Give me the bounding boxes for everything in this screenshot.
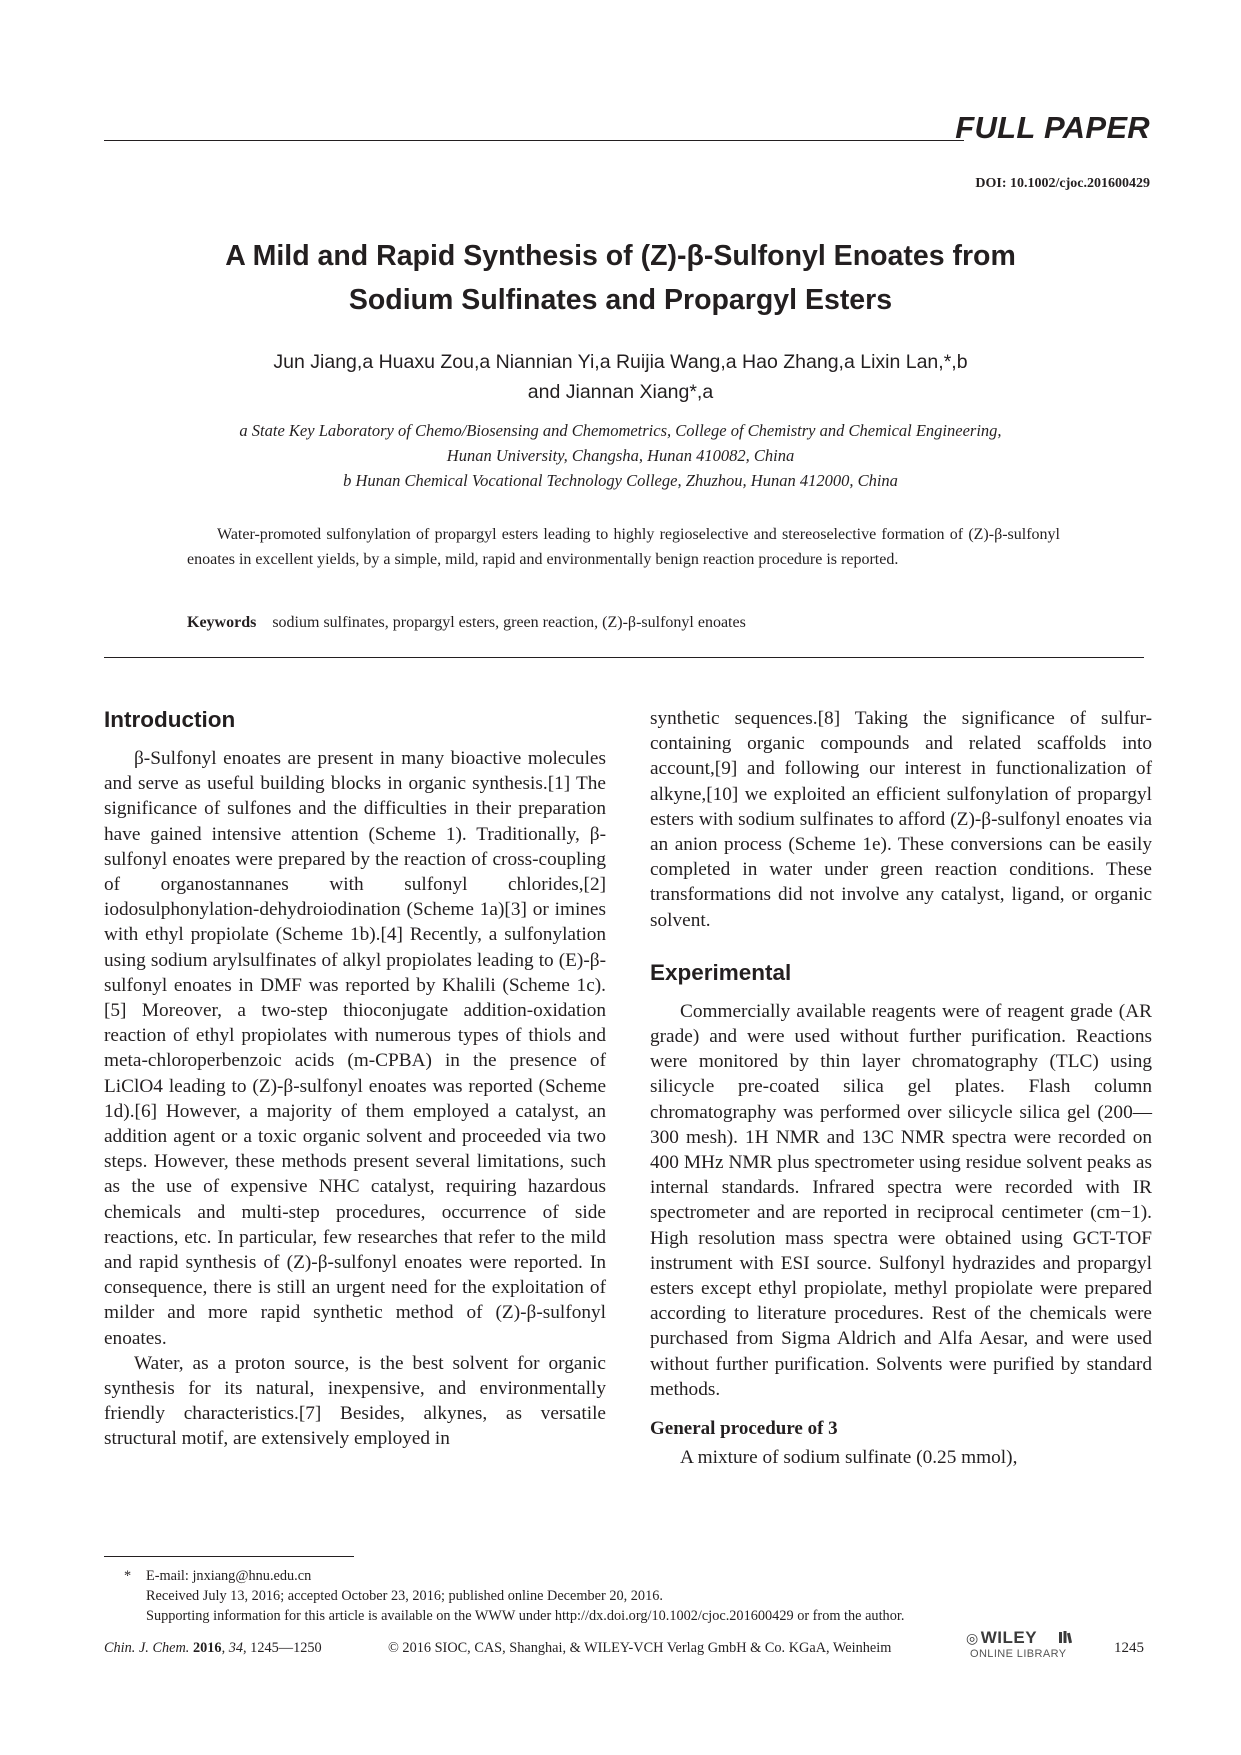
experimental-paragraph: Commercially available reagents were of reagent grade (AR grade) and were used without further purification. Reactions were monitored by thin layer chromatography (TLC) using silicycle pre-coated silica gel plates. Flash column chromatography was performed over silicycle silica gel (200—300 mesh). 1H NMR and 13C NMR spectra were recorded on 400 MHz NMR plus spectrometer using residue solvent peaks as internal standards. Infrared spectra were recorded with IR spectrometer and are reported in reciprocal centimeter (cm−1). High resolution mass spectra were obtained using GCT-TOF instrument with ESI source. Sulfonyl hydrazides and propargyl esters except ethyl propiolate, methyl propiolate were prepared according to literature procedures. Rest of the chemicals were purchased from Sigma Aldrich and Alfa Aesar, and were used without further purification. Solvents were purified by standard methods. (650, 1000, 1152, 1400)
footnote-email: E-mail: jnxiang@hnu.edu.cn (146, 1568, 312, 1584)
wiley-logo-text: ◎ WILEY (966, 1628, 1037, 1648)
keywords-label: Keywords (187, 614, 257, 631)
abstract-divider (104, 657, 1144, 658)
abstract: Water-promoted sulfonylation of propargyl esters leading to highly regioselective and stereoselective formation of (Z)-β-sulfonyl enoates in excellent yields, by a simple, mild, rapid and environmentally benign reaction procedure is reported. (187, 526, 1060, 568)
header-rule (104, 140, 964, 141)
experimental-heading: Experimental (650, 959, 792, 985)
book-stack-icon (1058, 1630, 1072, 1644)
journal-volume: 34 (228, 1640, 244, 1656)
journal-citation: Chin. J. Chem. 2016, 34, 1245—1250 (104, 1640, 322, 1656)
copyright-notice: © 2016 SIOC, CAS, Shanghai, & WILEY-VCH Verlag GmbH & Co. KGaA, Weinheim (388, 1640, 892, 1656)
corresponding-star: * (124, 1568, 132, 1584)
keywords (187, 611, 1060, 635)
journal-year: 2016 (192, 1640, 222, 1656)
authors-line-2: and Jiannan Xiang*,a (527, 381, 714, 403)
left-column (104, 706, 606, 1452)
introduction-heading: Introduction (104, 707, 236, 732)
footnote-received: Received July 13, 2016; accepted October 23, 2016; published online December 20, 2016. (146, 1588, 663, 1604)
journal-name: Chin. J. Chem. (104, 1640, 190, 1656)
general-procedure-heading: General procedure of 3 (650, 1418, 838, 1440)
affiliation-b: b Hunan Chemical Vocational Technology College, Zhuzhou, Hunan 412000, China (343, 471, 898, 490)
wiley-online-library-logo (966, 1628, 1076, 1664)
footnote-divider (104, 1556, 354, 1557)
wiley-logo-subtitle: ONLINE LIBRARY (970, 1648, 1067, 1660)
title-line-2: Sodium Sulfinates and Propargyl Esters (348, 284, 893, 316)
title-line-1: A Mild and Rapid Synthesis of (Z)-β-Sulfonyl Enoates from (225, 240, 1016, 272)
paper-title (104, 234, 1137, 322)
affiliation-a-line-1: a State Key Laboratory of Chemo/Biosensing and Chemometrics, College of Chemistry and Chemical Engineering, (239, 421, 1002, 440)
intro-continuation: synthetic sequences.[8] Taking the significance of sulfur-containing organic compounds and related scaffolds into account,[9] and following our interest in functionalization of alkyne,[10] we exploited an efficient sulfonylation of propargyl esters with sodium sulfinates to afford (Z)-β-sulfonyl enoates via an anion process (Scheme 1e). These conversions can be easily completed in water under green reaction conditions. These transformations did not involve any catalyst, ligand, or organic solvent. (650, 708, 1152, 931)
footnotes (124, 1566, 1106, 1626)
intro-paragraph-1: β-Sulfonyl enoates are present in many bioactive molecules and serve as useful building blocks in organic synthesis.[1] The significance of sulfones and the difficulties in their preparation have gained intensive attention (Scheme 1). Traditionally, β-sulfonyl enoates were prepared by the reaction of cross-coupling of organostannanes with sulfonyl chlorides,[2] iodosulphonylation-dehydroiodination (Scheme 1a)[3] or imines with ethyl propiolate (Scheme 1b).[4] Recently, a sulfonylation using sodium arylsulfinates of alkyl propiolates leading to (E)-β-sulfonyl enoates in DMF was reported by Khalili (Scheme 1c).[5] Moreover, a two-step thioconjugate addition-oxidation reaction of ethyl propiolates with numerous types of thiols and meta-chloroperbenzoic acids (m-CPBA) in the presence of LiClO4 leading to (Z)-β-sulfonyl enoates was reported (Scheme 1d).[6] However, a majority of them employed a catalyst, an addition agent or a toxic organic solvent and proceeded via two steps. However, these methods present several limitations, such as the use of expensive NHC catalyst, requiring hazardous chemicals and multi-step procedures, occurrence of side reactions, etc. In particular, few researches that refer to the mild and rapid synthesis of (Z)-β-sulfonyl enoates were reported. In consequence, there is still an urgent need for the exploitation of milder and more rapid synthetic method of (Z)-β-sulfonyl enoates. (104, 748, 606, 1349)
author-list (104, 347, 1137, 407)
right-column (650, 706, 1152, 1470)
doi: DOI: 10.1002/cjoc.201600429 (975, 176, 1150, 191)
page-number: 1245 (1114, 1640, 1144, 1656)
journal-pages: 1245—1250 (250, 1640, 322, 1656)
section-label: FULL PAPER (955, 110, 1150, 145)
intro-paragraph-2: Water, as a proton source, is the best solvent for organic synthesis for its natural, inexpensive, and environmentally friendly characteristics.[7] Besides, alkynes, as versatile structural motif, are extensively employed in (104, 1352, 606, 1450)
affiliations (104, 418, 1137, 493)
keywords-text: sodium sulfinates, propargyl esters, green reaction, (Z)-β-sulfonyl enoates (272, 614, 746, 631)
authors-line-1: Jun Jiang,a Huaxu Zou,a Niannian Yi,a Ruijia Wang,a Hao Zhang,a Lixin Lan,*,b (273, 351, 968, 373)
page-footer (104, 1628, 1144, 1668)
general-procedure-paragraph: A mixture of sodium sulfinate (0.25 mmol), (680, 1447, 1018, 1469)
footnote-supporting-info: Supporting information for this article is available on the WWW under http://dx.doi.org/10.1002/cjoc.201600429 or from the author. (146, 1608, 905, 1624)
affiliation-a-line-2: Hunan University, Changsha, Hunan 410082, China (446, 446, 795, 465)
